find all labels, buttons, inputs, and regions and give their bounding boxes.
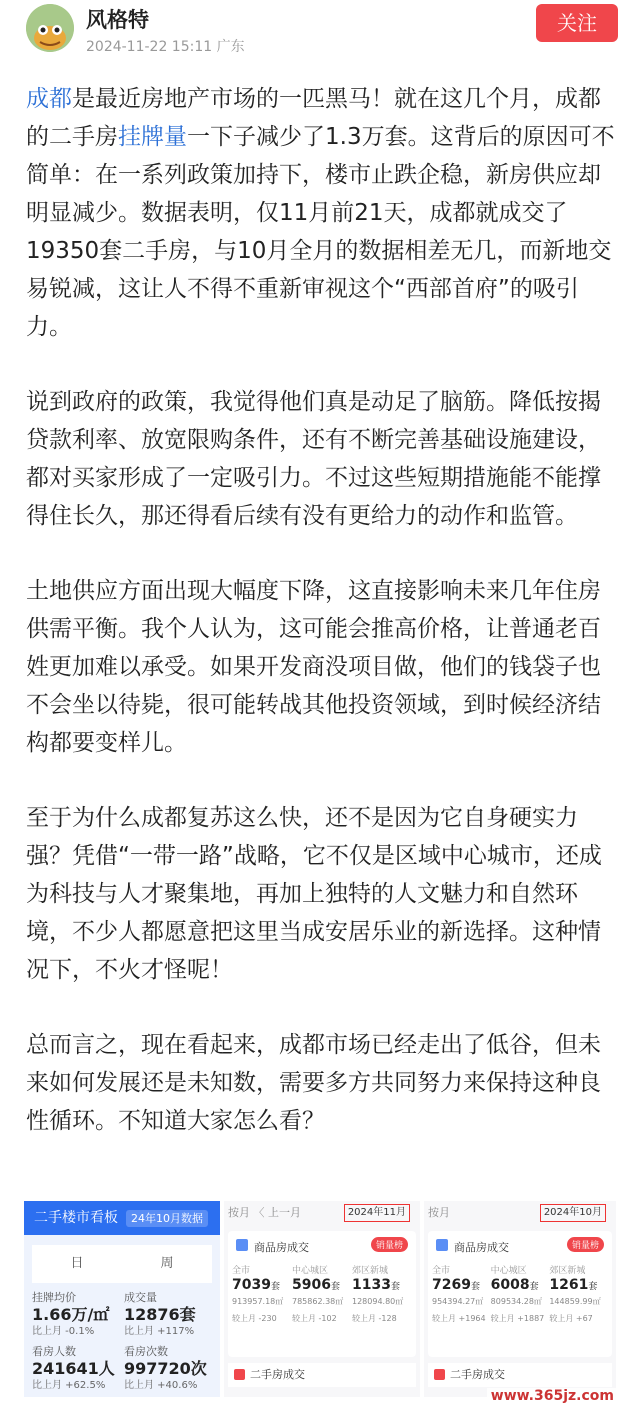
col-number [232, 1276, 292, 1296]
post-header [0, 0, 640, 64]
paragraph-1 [26, 80, 616, 346]
col-label: 全市 [432, 1266, 451, 1276]
col-value: 7039 [232, 1277, 271, 1293]
october-image[interactable] [424, 1201, 616, 1397]
sales-card [428, 1231, 612, 1357]
col-value: 7269 [432, 1277, 471, 1293]
paragraph-1-text-b: 一下子减少了1.3万套。这背后的原因可不简单：在一系列政策加持下，楼市止跌企稳，新房供应却明显减少。数据表明，仅11月前21天，成都就成交了19350套二手房，与10月全月的数据相差无几，而新地交易锐减，这让人不得不重新审视这个“西部首府”的吸引力。 [26, 124, 615, 340]
avatar[interactable] [26, 4, 74, 52]
col-label: 全市 [232, 1266, 251, 1276]
stat-change: 比上月 +62.5% [32, 1380, 106, 1391]
col-unit: 套 [330, 1282, 340, 1292]
col-unit: 套 [529, 1282, 539, 1292]
col-number [549, 1276, 608, 1296]
dashboard-subtitle: 24年10月数据 [126, 1210, 208, 1227]
article-body [26, 80, 616, 1177]
dashboard-stats [32, 1291, 212, 1393]
col-label: 中心城区 [292, 1266, 329, 1276]
col-unit: 套 [588, 1282, 598, 1292]
month-label: 2024年11月 [344, 1204, 410, 1222]
rank-badge: 销量榜 [567, 1237, 604, 1252]
col-value: 1261 [549, 1277, 589, 1293]
sales-card [228, 1231, 416, 1357]
col-number [352, 1276, 412, 1296]
month-bar [424, 1201, 616, 1225]
col-change: 较上月 -230 [232, 1314, 277, 1323]
col-area: 128094.80㎡ [352, 1297, 404, 1306]
post-meta: 2024-11-22 15:11 广东 [86, 39, 245, 55]
col-suburb [549, 1263, 608, 1325]
paragraph-4: 至于为什么成都复苏这么快，还不是因为它自身硬实力强？凭借“一带一路”战略，它不仅是区域中心城市，还成为科技与人才聚集地，再加上独特的人文魅力和自然环境，不少人都愿意把这里当成安居乐业的新选择。这种情况下，不火才怪呢！ [26, 805, 602, 983]
stat-label: 挂牌均价 [32, 1291, 76, 1304]
col-change: 较上月 -128 [352, 1314, 397, 1323]
author-name[interactable]: 风格特 [86, 8, 149, 32]
col-area: 913957.18㎡ [232, 1297, 284, 1306]
card-title: 商品房成交 [428, 1231, 612, 1255]
col-change: 较上月 +1964 [432, 1314, 486, 1323]
col-area: 785862.38㎡ [292, 1297, 344, 1306]
month-nav-label: 按月 [428, 1206, 450, 1219]
stat-label: 成交量 [124, 1291, 157, 1304]
stat-value: 997720次 [124, 1359, 207, 1378]
stat-change: 比上月 +40.6% [124, 1380, 198, 1391]
tab-week: 周 [160, 1256, 174, 1271]
stat-value: 241641人 [32, 1359, 115, 1378]
watermark: www.365jz.com [487, 1388, 618, 1404]
tab-day: 日 [70, 1256, 84, 1271]
topic-link-chengdu[interactable]: 成都 [26, 86, 72, 112]
stat-change: 比上月 -0.1% [32, 1326, 95, 1337]
follow-button[interactable]: 关注 [536, 4, 618, 42]
col-label: 郊区新城 [549, 1266, 586, 1276]
month-nav-label: 按月 〈 上一月 [228, 1206, 301, 1219]
stat-value: 1.66万/㎡ [32, 1305, 110, 1324]
stat-price [32, 1291, 120, 1339]
col-label: 郊区新城 [352, 1266, 389, 1276]
col-label: 中心城区 [490, 1266, 527, 1276]
col-unit: 套 [470, 1282, 480, 1292]
stat-label: 看房次数 [124, 1345, 168, 1358]
dashboard-image[interactable] [24, 1201, 220, 1397]
col-unit: 套 [270, 1282, 280, 1292]
stat-label: 看房人数 [32, 1345, 76, 1358]
col-number [432, 1276, 491, 1296]
col-all [432, 1263, 491, 1325]
secondhand-footer: 二手房成交 [428, 1363, 612, 1387]
paragraph-2: 说到政府的政策，我觉得他们真是动足了脑筋。降低按揭贷款利率、放宽限购条件，还有不断完善基础设施建设，都对买家形成了一定吸引力。不过这些短期措施能不能撑得住长久，那还得看后续有没有更给力的动作和监管。 [26, 389, 601, 529]
col-value: 6008 [490, 1277, 530, 1293]
col-center [491, 1263, 550, 1325]
stat-deals [124, 1291, 212, 1339]
col-change: 较上月 -102 [292, 1314, 337, 1323]
monster-avatar-icon [26, 4, 74, 52]
image-gallery[interactable] [24, 1201, 616, 1397]
rank-badge: 销量榜 [371, 1237, 408, 1252]
col-number [292, 1276, 352, 1296]
paragraph-3: 土地供应方面出现大幅度下降，这直接影响未来几年住房供需平衡。我个人认为，这可能会推高价格，让普通老百姓更加难以承受。如果开发商没项目做，他们的钱袋子也不会坐以待毙，很可能转战其他投资领域，到时候经济结构都要变样儿。 [26, 578, 601, 756]
col-area: 809534.28㎡ [490, 1297, 542, 1306]
dashboard-title: 二手楼市看板 [34, 1210, 118, 1226]
secondhand-footer: 二手房成交 [228, 1363, 416, 1387]
col-area: 144859.99㎡ [549, 1297, 601, 1306]
col-change: 较上月 +1887 [490, 1314, 545, 1323]
sales-columns [228, 1255, 416, 1325]
col-all [232, 1263, 292, 1325]
november-image[interactable] [224, 1201, 420, 1397]
month-bar [224, 1201, 420, 1225]
col-area: 954394.27㎡ [432, 1297, 484, 1306]
stat-value: 12876套 [124, 1305, 196, 1324]
col-change: 较上月 +67 [549, 1314, 593, 1323]
dashboard-header [24, 1201, 220, 1235]
stat-buyers [32, 1345, 120, 1393]
dashboard-tabs [32, 1245, 212, 1283]
col-value: 5906 [292, 1277, 331, 1293]
col-center [292, 1263, 352, 1325]
sales-columns [428, 1255, 612, 1325]
month-label: 2024年10月 [540, 1204, 606, 1222]
col-value: 1133 [352, 1277, 391, 1293]
col-suburb [352, 1263, 412, 1325]
col-unit: 套 [390, 1282, 400, 1292]
col-number [491, 1276, 550, 1296]
stat-change: 比上月 +117% [124, 1326, 195, 1337]
stat-views [124, 1345, 212, 1393]
card-title: 商品房成交 [228, 1231, 416, 1255]
paragraph-5: 总而言之，现在看起来，成都市场已经走出了低谷，但未来如何发展还是未知数，需要多方共同努力来保持这种良性循环。不知道大家怎么看？ [26, 1032, 601, 1134]
topic-link-listings[interactable]: 挂牌量 [118, 124, 187, 150]
paragraph-1-text-a: 是最近房地产市场的一匹黑马！就在这几个月，成都的二手房 [26, 86, 601, 150]
